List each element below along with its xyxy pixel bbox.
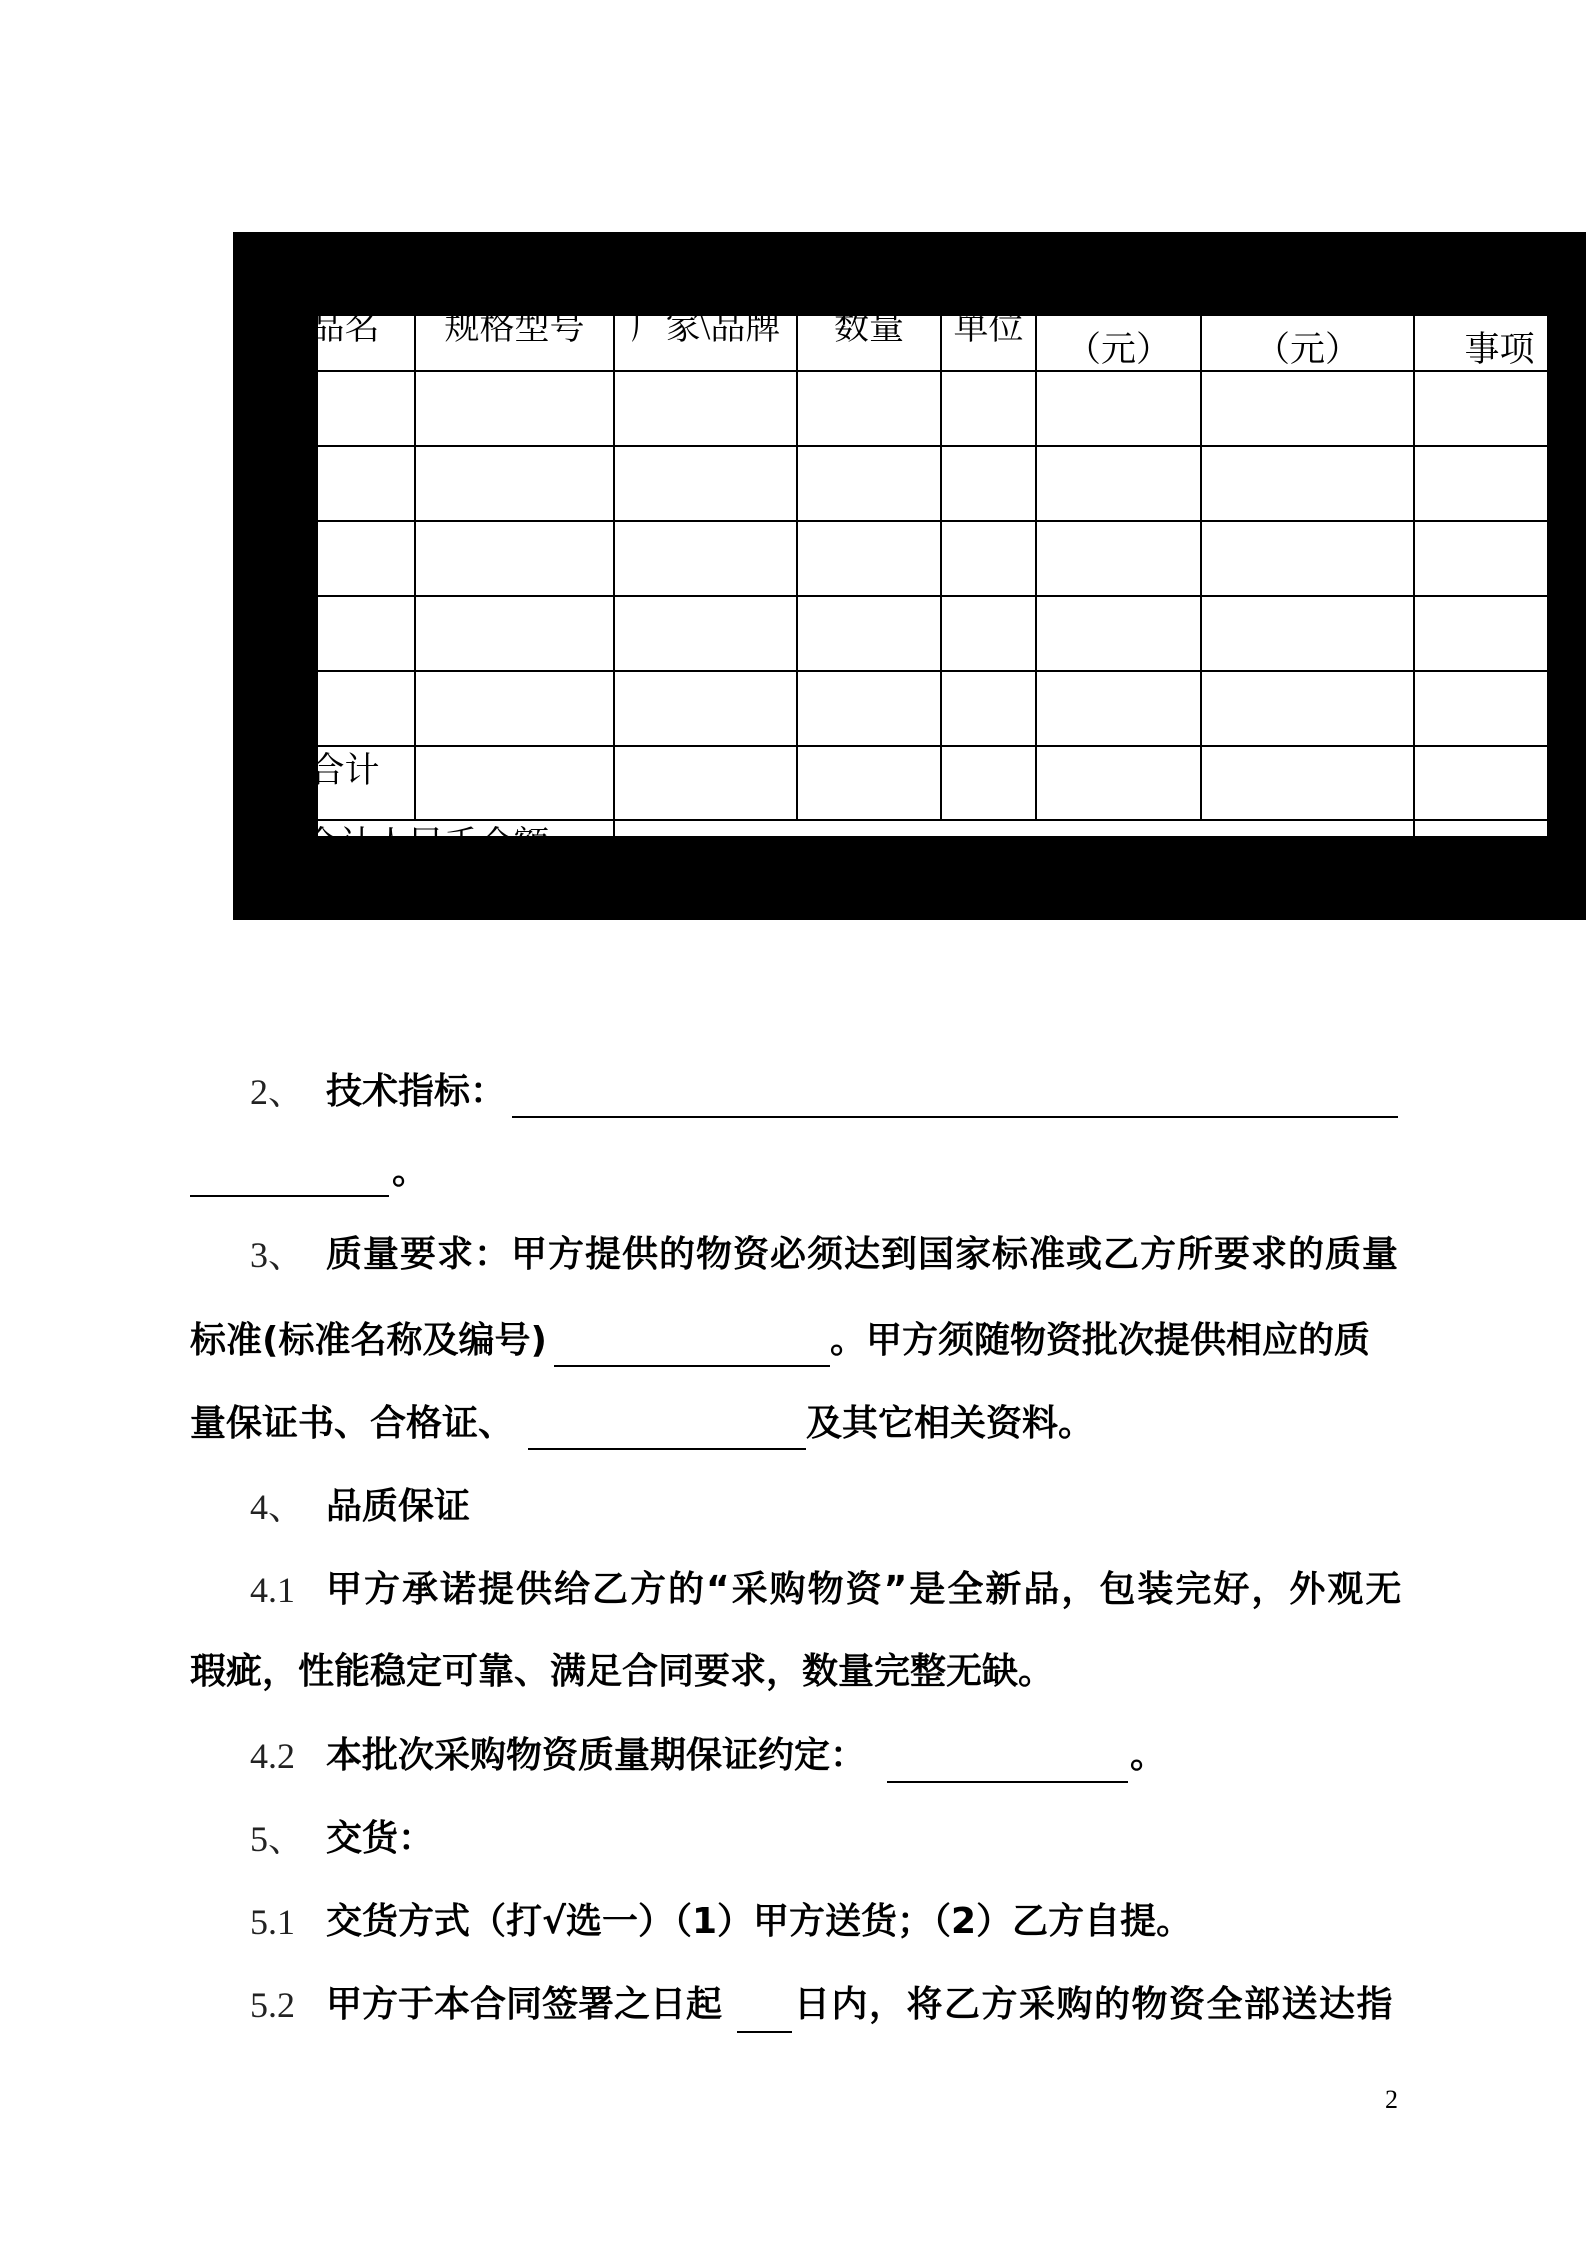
table-cell — [614, 446, 797, 521]
certificate-blank — [528, 1448, 806, 1450]
total-rmb-amount-cell — [614, 820, 1414, 895]
page-number: 2 — [1385, 2085, 1398, 2114]
table-cell — [1414, 371, 1585, 446]
clause-5-2-number: 5.2 — [250, 1985, 295, 2025]
table-cell — [415, 671, 614, 746]
technical-spec-blank-continued — [190, 1195, 389, 1197]
table-cell — [797, 671, 941, 746]
table-cell — [415, 746, 614, 820]
header-remarks: 事项 — [1414, 285, 1585, 371]
table-cell — [274, 371, 415, 446]
goods-table — [273, 284, 1586, 896]
table-row — [274, 596, 1585, 671]
clause-4-1-line-2: 瑕疵，性能稳定可靠、满足合同要求，数量完整无缺。 — [190, 1651, 1055, 1692]
header-specification: 规格型号 — [415, 285, 614, 371]
clause-2-number: 2、 — [250, 1072, 305, 1112]
table-header-row — [274, 285, 1585, 371]
technical-spec-blank — [512, 1116, 1398, 1118]
table-row — [274, 446, 1585, 521]
clause-5-title: 交货： — [326, 1818, 435, 1859]
clause-3-number: 3、 — [250, 1235, 305, 1275]
clause-3-line-2-end: 。甲方须随物资批次提供相应的质 — [830, 1320, 1371, 1361]
clause-5-2-text-end: 日内，将乙方采购的物资全部送达指 — [794, 1984, 1395, 2025]
table-cell — [415, 371, 614, 446]
clause-4-title: 品质保证 — [326, 1486, 471, 1527]
table-cell — [941, 446, 1036, 521]
table-total-row — [274, 746, 1585, 820]
table-cell — [614, 746, 797, 820]
clause-2-end-mark: 。 — [392, 1151, 429, 1192]
clause-3-line-3-start: 量保证书、合格证、 — [190, 1403, 515, 1444]
table-cell — [1036, 596, 1201, 671]
table-cell — [1414, 820, 1585, 895]
header-amount: （元） — [1201, 285, 1414, 371]
table-cell — [941, 371, 1036, 446]
table-cell — [1036, 371, 1201, 446]
table-cell — [941, 746, 1036, 820]
table-row — [274, 671, 1585, 746]
table-cell — [1201, 446, 1414, 521]
clause-5-1-number: 5.1 — [250, 1902, 295, 1942]
table-cell — [614, 521, 797, 596]
clause-5-number: 5、 — [250, 1819, 305, 1859]
table-cell — [941, 521, 1036, 596]
table-cell — [1036, 671, 1201, 746]
table-cell — [274, 446, 415, 521]
total-label: 合计 — [274, 746, 415, 820]
clause-2-label: 技术指标： — [326, 1071, 507, 1112]
header-manufacturer-brand: 厂家\品牌 — [614, 285, 797, 371]
table-row — [274, 371, 1585, 446]
header-product-name: 品名 — [274, 285, 415, 371]
table-cell — [415, 596, 614, 671]
table-cell — [1414, 671, 1585, 746]
table-cell — [1414, 521, 1585, 596]
table-cell — [1414, 596, 1585, 671]
table-cell — [797, 446, 941, 521]
clause-4-2-number: 4.2 — [250, 1736, 295, 1776]
table-cell — [1201, 671, 1414, 746]
table-cell — [1036, 521, 1201, 596]
table-cell — [797, 746, 941, 820]
table-cell — [1201, 371, 1414, 446]
table-cell — [1036, 746, 1201, 820]
warranty-period-blank — [887, 1781, 1128, 1783]
table-cell — [415, 446, 614, 521]
clause-3-line-3-end: 及其它相关资料。 — [806, 1403, 1095, 1444]
table-total-rmb-row — [274, 820, 1585, 895]
table-cell — [415, 521, 614, 596]
table-cell — [797, 371, 941, 446]
table-cell — [1414, 746, 1585, 820]
table-cell — [1201, 746, 1414, 820]
table-cell — [614, 671, 797, 746]
header-unit-price: （元） — [1036, 285, 1201, 371]
table-cell — [1414, 446, 1585, 521]
clause-3-line-1: 质量要求：甲方提供的物资必须达到国家标准或乙方所要求的质量 — [326, 1234, 1400, 1275]
header-unit: 单位 — [941, 285, 1036, 371]
clause-4-2-end-mark: 。 — [1130, 1735, 1167, 1776]
clause-5-2-text-start: 甲方于本合同签署之日起 — [326, 1984, 723, 2025]
table-cell — [274, 671, 415, 746]
table-cell — [1201, 521, 1414, 596]
table-cell — [941, 596, 1036, 671]
clause-4-number: 4、 — [250, 1487, 305, 1527]
table-row — [274, 521, 1585, 596]
clause-3-line-2-start: 标准(标准名称及编号) — [190, 1320, 547, 1361]
clause-4-1-number: 4.1 — [250, 1570, 295, 1610]
clause-5-1-text: 交货方式（打√选一）（1）甲方送货；（2）乙方自提。 — [326, 1901, 1193, 1942]
table-cell — [274, 521, 415, 596]
header-quantity: 数量 — [797, 285, 941, 371]
standard-name-blank — [554, 1365, 830, 1367]
goods-table-visible-area — [303, 308, 1547, 864]
total-rmb-label: 合计人民币金额： — [274, 820, 614, 895]
table-cell — [274, 596, 415, 671]
clause-4-2-text: 本批次采购物资质量期保证约定： — [326, 1735, 867, 1776]
table-cell — [797, 521, 941, 596]
delivery-days-blank — [737, 2031, 792, 2033]
table-cell — [1201, 596, 1414, 671]
table-cell — [614, 371, 797, 446]
table-cell — [614, 596, 797, 671]
clause-4-1-line-1: 甲方承诺提供给乙方的“采购物资”是全新品，包装完好，外观无 — [326, 1569, 1404, 1610]
table-cell — [797, 596, 941, 671]
table-cell — [1036, 446, 1201, 521]
table-cell — [941, 671, 1036, 746]
